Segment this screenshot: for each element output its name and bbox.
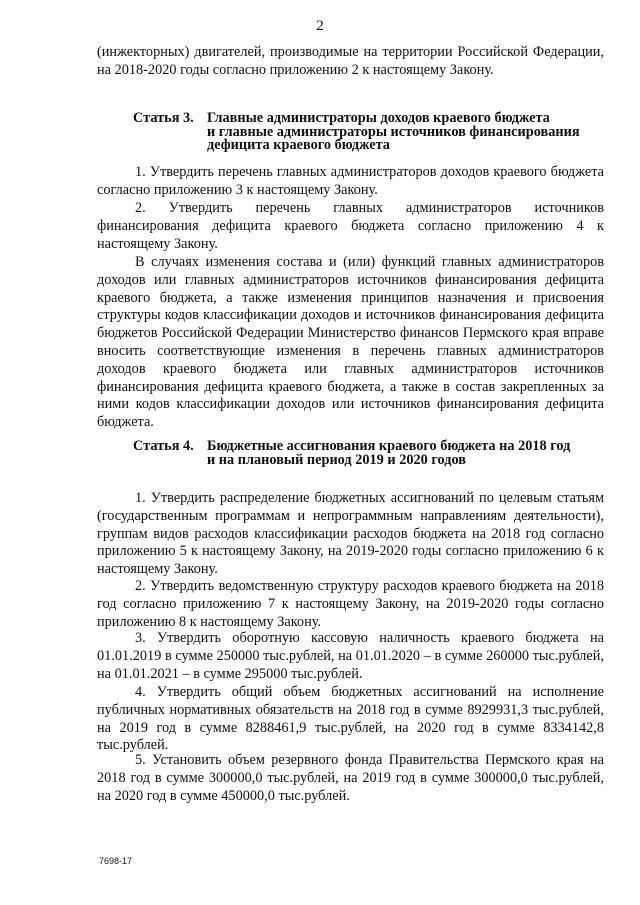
article-4-heading (97, 440, 607, 467)
intro-paragraph: (инжекторных) двигателей, производимые на территории Российской Федерации, на 2018-2020 годы согласно приложению 2 к настоящему Закону. (97, 44, 604, 78)
article-3-label: Статья 3. (133, 110, 194, 126)
article-3-paragraph-1: 1. Утвердить перечень главных администраторов доходов краевого бюджета согласно приложению 3 к настоящему Закону. (97, 164, 604, 198)
article-4-paragraph-1: 1. Утвердить распределение бюджетных ассигнований по целевым статьям (государственным программам и непрограммным направлениям деятельности), группам видов расходов классификации расходов бюджета на 2018 год согласно приложению 5 к настоящему Закону, на 2019-2020 годы согласно приложению 6 к настоящему Закону. (97, 490, 604, 578)
article-4-paragraph-3: 3. Утвердить оборотную кассовую наличность краевого бюджета на 01.01.2019 в сумме 250000 тыс.рублей, на 01.01.2020 – в сумме 260000 тыс.рублей, на 01.01.2021 – в сумме 295000 тыс.рублей. (97, 630, 604, 682)
article-4-title-line: и на плановый период 2019 и 2020 годов (207, 451, 466, 468)
article-3-title-line: дефицита краевого бюджета (207, 137, 390, 153)
article-3-title-line: Главные администраторы доходов краевого бюджета (207, 110, 550, 126)
article-4-paragraph-5: 5. Установить объем резервного фонда Правительства Пермского края на 2018 год в сумме 300000,0 тыс.рублей, на 2019 год в сумме 300000,0 тыс.рублей, на 2020 год в сумме 450000,0 тыс.рублей. (97, 752, 604, 804)
article-4-paragraph-4: 4. Утвердить общий объем бюджетных ассигнований на исполнение публичных нормативных обязательств на 2018 год в сумме 8929931,3 тыс.рублей, на 2019 год в сумме 8288461,9 тыс.рублей, на 2020 год в сумме 8334142,8 тыс.рублей. (97, 684, 604, 754)
document-code: 7698-17 (99, 856, 133, 866)
article-3-paragraph-3: В случаях изменения состава и (или) функций главных администраторов доходов или главных администраторов источников финансирования дефицита краевого бюджета, а также изменения принципов назначения и присвоения структуры кодов классификации доходов и источников финансирования дефицита бюджетов Российской Федерации Министерство финансов Пермского края вправе вносить соответствующие изменения в перечень главных администраторов доходов краевого бюджета или главных администраторов источников финансирования дефицита краевого бюджета, а также в состав закрепленных за ними кодов классификации доходов или источников финансирования дефицита бюджета. (97, 254, 604, 431)
article-3-paragraph-2: 2. Утвердить перечень главных администраторов источников финансирования дефицита краевого бюджета согласно приложению 4 к настоящему Закону. (97, 200, 604, 252)
article-3-heading (97, 112, 607, 153)
article-4-label: Статья 4. (133, 438, 194, 454)
article-3-title-line: и главные администраторы источников финансирования (207, 123, 580, 140)
article-4-paragraph-2: 2. Утвердить ведомственную структуру расходов краевого бюджета на 2018 год согласно приложению 7 к настоящему Закону, на 2019-2020 годы согласно приложению 8 к настоящему Закону. (97, 578, 604, 630)
page-number: 2 (316, 18, 324, 34)
article-4-title-line: Бюджетные ассигнования краевого бюджета на 2018 год (207, 438, 571, 454)
